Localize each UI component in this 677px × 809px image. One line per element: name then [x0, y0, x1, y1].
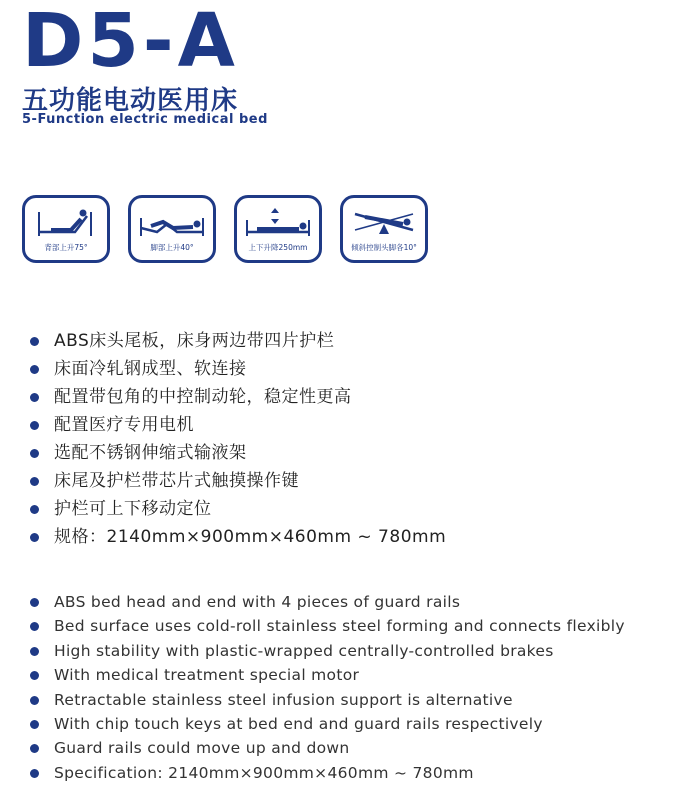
bullet-icon	[30, 720, 39, 729]
list-item: With medical treatment special motor	[30, 663, 625, 687]
feature-caption: 背部上升75°	[44, 243, 88, 252]
bullet-icon	[30, 696, 39, 705]
list-item: 床尾及护栏带芯片式触摸操作键	[30, 467, 446, 495]
bullet-icon	[30, 671, 39, 680]
bullet-icon	[30, 598, 39, 607]
tilt-bed-icon	[349, 206, 419, 240]
bullet-icon	[30, 769, 39, 778]
bullet-icon	[30, 744, 39, 753]
list-item: Guard rails could move up and down	[30, 736, 625, 760]
bullet-icon	[30, 365, 39, 374]
feature-caption: 上下升降250mm	[248, 243, 308, 252]
product-title-cn: 五功能电动医用床	[22, 86, 239, 116]
list-item: Specification: 2140mm×900mm×460mm ~ 780mm	[30, 761, 625, 785]
list-item: Bed surface uses cold-roll stainless steel forming and connects flexibly	[30, 614, 625, 638]
list-item: High stability with plastic-wrapped centrally-controlled brakes	[30, 639, 625, 663]
height-adjust-bed-icon	[243, 206, 313, 240]
bullet-icon	[30, 622, 39, 631]
feature-card-backrest	[22, 195, 110, 263]
knee-rest-bed-icon	[137, 206, 207, 240]
bullet-icon	[30, 505, 39, 514]
model-title: D5-A	[22, 0, 239, 84]
product-title-en: 5-Function electric medical bed	[22, 112, 268, 127]
list-item: With chip touch keys at bed end and guard rails respectively	[30, 712, 625, 736]
bullet-icon	[30, 337, 39, 346]
backrest-bed-icon	[31, 206, 101, 240]
feature-card-height	[234, 195, 322, 263]
feature-list-en	[30, 590, 625, 785]
list-item: 床面冷轧钢成型、软连接	[30, 355, 446, 383]
feature-card-tilt	[340, 195, 428, 263]
list-item: 规格：2140mm×900mm×460mm ~ 780mm	[30, 523, 446, 551]
bullet-icon	[30, 421, 39, 430]
list-item: Retractable stainless steel infusion support is alternative	[30, 688, 625, 712]
feature-caption: 倾斜控制头脚各10°	[351, 243, 417, 252]
feature-card-knee	[128, 195, 216, 263]
bullet-icon	[30, 647, 39, 656]
bullet-icon	[30, 393, 39, 402]
feature-list-cn	[30, 327, 446, 551]
feature-icon-row	[22, 195, 442, 263]
bullet-icon	[30, 477, 39, 486]
list-item: 配置带包角的中控制动轮，稳定性更高	[30, 383, 446, 411]
list-item: ABS床头尾板，床身两边带四片护栏	[30, 327, 446, 355]
list-item: 配置医疗专用电机	[30, 411, 446, 439]
feature-caption: 脚部上升40°	[150, 243, 194, 252]
bullet-icon	[30, 449, 39, 458]
list-item: 选配不锈钢伸缩式输液架	[30, 439, 446, 467]
list-item: ABS bed head and end with 4 pieces of guard rails	[30, 590, 625, 614]
list-item: 护栏可上下移动定位	[30, 495, 446, 523]
bullet-icon	[30, 533, 39, 542]
